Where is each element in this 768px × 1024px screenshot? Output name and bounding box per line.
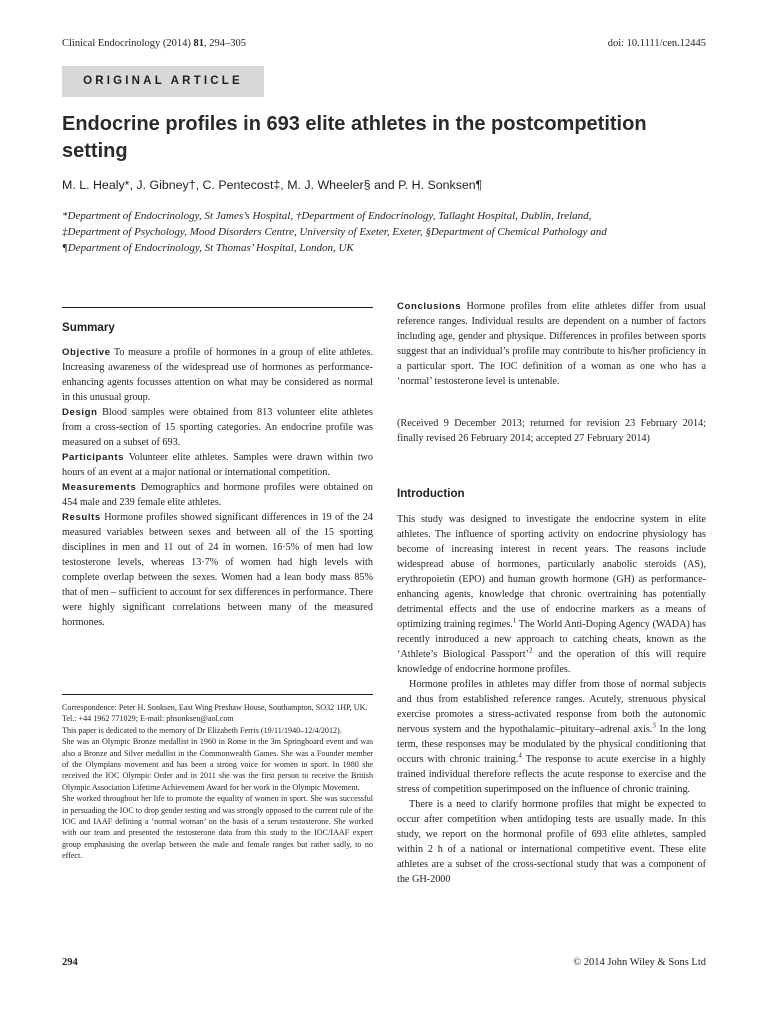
summary-participants [62, 450, 373, 480]
article-type-badge: ORIGINAL ARTICLE [62, 66, 264, 97]
doi[interactable]: doi: 10.1111/cen.12445 [607, 38, 706, 49]
introduction-body [397, 512, 706, 887]
citation-ref[interactable]: 1 [512, 616, 517, 625]
intro-text: Hormone profiles in athletes may differ from those of normal subjects and thus from established reference ranges. Acutely, strenuous physical exercise promotes a stress-activated response from both the autonomic nervous system and the hypothalamic–pituitary–adrenal axis. [397, 679, 706, 735]
summary-body [62, 345, 373, 630]
results-text: Hormone profiles showed significant differences in 19 of the 24 measured variables between sexes and between all of the 15 sporting disciplines in men and 11 out of 24 in women. 16·5% of men had low testosterone levels, whereas 13·7% of women had high levels with complete overlap between the sexes. Women had a lean body mass 85% that of men – sufficient to account for sex differences in performance. There were highly significant correlations between many of the measured hormones. [62, 512, 373, 628]
results-label: Results [62, 512, 101, 523]
biography-1: She was an Olympic Bronze medallist in 1960 in Rome in the 3m Springboard event and was also a Bronze and Silver medallist in the Commonwealth Games. She was a Founder member of the Olympians movement and has been a strong voice for women in sport. In 1980 she received the IOC Olympic Order and in 2011 she was the first person to receive the British Olympic Association Lifetime Achievement Award for her work in the Olympic Movement. [62, 737, 373, 792]
citation-ref[interactable]: 2 [528, 646, 533, 655]
objective-text: To measure a profile of hormones in a group of elite athletes. Increasing awareness of the widespread use of hormones as performance-enhancing agents focusses attention on what may be considered as normal in this unusual group. [62, 347, 373, 403]
intro-text: This study was designed to investigate the endocrine system in elite athletes. The influence of sporting activity on endocrine physiology has become of increasing interest in recent years. The reasons include widespread abuse of hormones, particularly anabolic steroids (AS), erythropoietin (EPO) and human growth hormone (GH) as performance-enhancing agents, knowledge that chronic overtraining has potentially detrimental effects and the use of endocrine markers as a means of optimizing training regimes. [397, 514, 706, 630]
intro-text: The World Anti-Doping Agency (WADA) has recently introduced a new approach to catching cheats, known as the ‘Athlete’s Biological Passport’ [397, 619, 707, 660]
received-dates: (Received 9 December 2013; returned for revision 23 February 2014; finally revised 26 February 2014; accepted 27 February 2014) [397, 418, 706, 444]
measurements-label: Measurements [62, 482, 137, 493]
design-text: Blood samples were obtained from 813 volunteer elite athletes from a cross-section of 15 sporting categories. An endocrine profile was measured on a subset of 693. [62, 407, 373, 448]
citation-ref[interactable]: 4 [518, 751, 522, 760]
intro-text: The response to acute exercise in a highly trained individual therefore reflects the acute response to exercise and the stress of competition superimposed on the influence of chronic training. [397, 754, 706, 795]
biography-2: She worked throughout her life to promote the equality of women in sport. She was successful in persuading the IOC to drop gender testing and was strongly opposed to the current rule of the IOC and IAAF defining a ‘normal woman’ on the basis of a serum testosterone. She worked with our team and presented the testosterone data from this study to the IOC/IAAF expert group emphasising the overlap between the male and female ranges but rather sadly, to no effect. [62, 794, 373, 861]
summary-objective [62, 345, 373, 405]
intro-text: and the operation of this will require knowledge of endocrine hormone profiles. [397, 649, 706, 675]
footnote-rule [62, 694, 373, 695]
participants-label: Participants [62, 452, 125, 463]
author-list: M. L. Healy*, J. Gibney†, C. Pentecost‡, M. J. Wheeler§ and P. H. Sonksen¶ [62, 178, 483, 192]
copyright: © 2014 John Wiley & Sons Ltd [573, 957, 706, 968]
summary-top-rule [62, 307, 373, 308]
summary-heading: Summary [62, 321, 115, 334]
summary-design [62, 405, 373, 450]
article-title: Endocrine profiles in 693 elite athletes in the postcompetition setting [62, 113, 647, 162]
correspondence: Correspondence: Peter H. Sonksen, East Wing Preshaw House, Southampton, SO32 1HP, UK. Tel.: +44 1962 771029; E-mail: phsonksen@aol.com [62, 703, 368, 724]
design-label: Design [62, 407, 98, 418]
summary-measurements [62, 480, 373, 510]
intro-paragraph-3: There is a need to clarify hormone profiles that might be expected to occur after competition when antidoping tests are usually made. In this study, we report on the hormonal profile of 693 elite athletes, sampled within 2 h of a national or international competitive event. These elite athletes are a subset of the cross-sectional study that was a component of the GH-2000 [397, 799, 706, 885]
dedication: This paper is dedicated to the memory of Dr Elizabeth Ferris (19/11/1940–12/4/2012). [62, 725, 342, 735]
objective-label: Objective [62, 347, 111, 358]
intro-text: In the long term, these responses may be modulated by the physical conditioning that occurs with chronic training. [397, 724, 707, 765]
conclusions-text: Hormone profiles from elite athletes differ from usual reference ranges. Individual results are dependent on a number of factors including age, gender and physique. Differences in profiles between sports suggest that an individual’s profile may contribute to his/her proficiency in a particular sport. The IOC definition of a woman as one who has a ‘normal’ testosterone level is untenable. [397, 301, 706, 387]
page-number: 294 [62, 957, 78, 968]
affiliation-line: *Department of Endocrinology, St James’s Hospital, †Department of Endocrinology, Tallaght Hospital, Dublin, Ireland, [62, 210, 592, 222]
affiliations [62, 208, 712, 256]
journal-pages: , 294–305 [204, 38, 247, 49]
intro-paragraph-2 [397, 677, 706, 797]
participants-text: Volunteer elite athletes. Samples were drawn within two hours of an event at a major national or international competition. [62, 452, 373, 478]
journal-volume: 81 [193, 38, 205, 49]
journal-citation [62, 38, 246, 49]
summary-results [62, 510, 373, 630]
introduction-heading: Introduction [397, 487, 465, 500]
summary-conclusions [397, 299, 706, 389]
footnote [62, 702, 373, 862]
conclusions-label: Conclusions [397, 301, 462, 312]
journal-name: Clinical Endocrinology (2014) [62, 38, 191, 49]
intro-paragraph-1 [397, 512, 706, 677]
affiliation-line: ‡Department of Psychology, Mood Disorders Centre, University of Exeter, Exeter, §Department of Chemical Pathology and [62, 226, 607, 238]
affiliation-line: ¶Department of Endocrinology, St Thomas’ Hospital, London, UK [62, 242, 354, 254]
measurements-text: Demographics and hormone profiles were obtained on 454 male and 239 female elite athletes. [62, 482, 373, 508]
citation-ref[interactable]: 3 [652, 721, 656, 730]
